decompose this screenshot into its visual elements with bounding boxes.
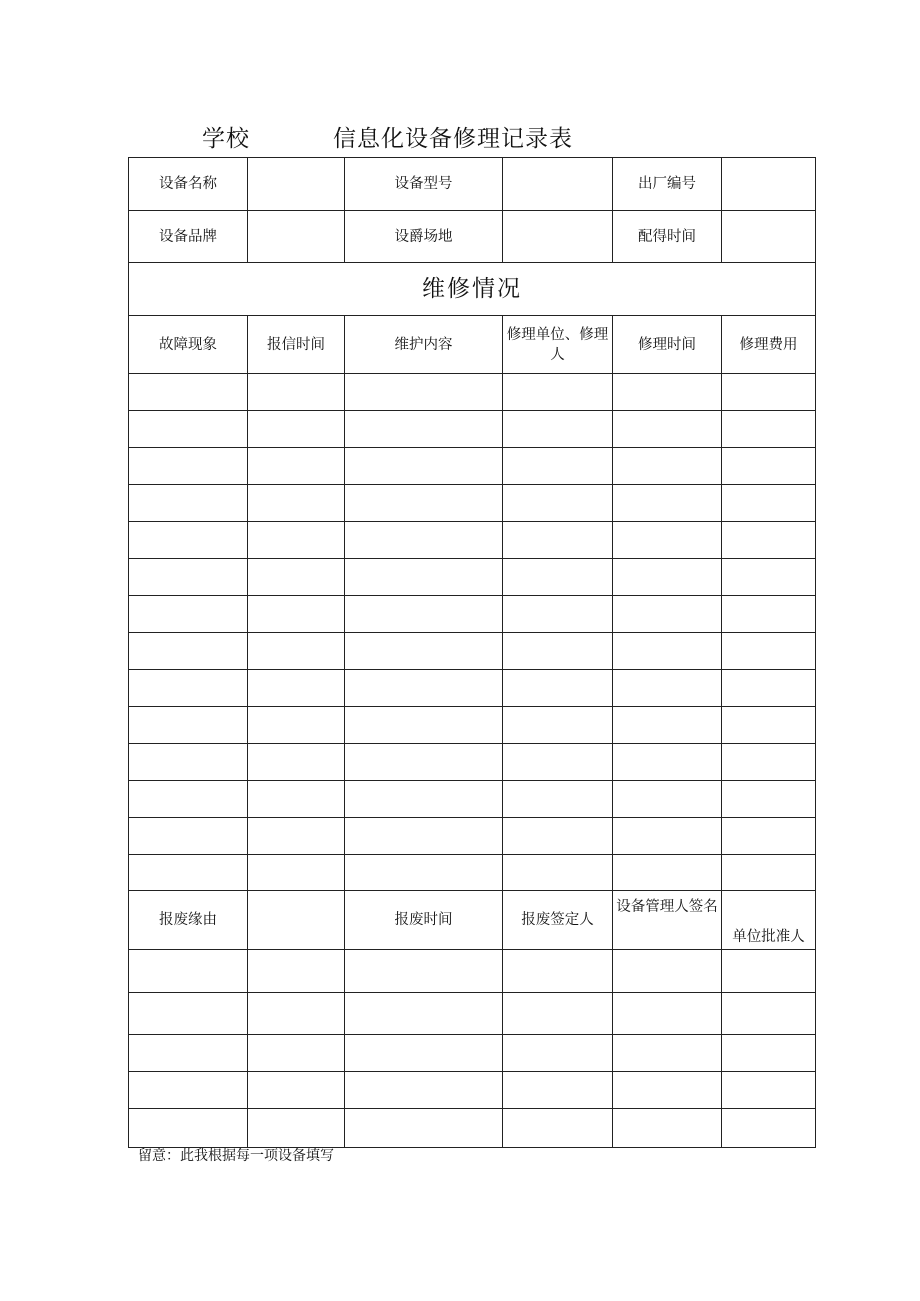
- repair-cell[interactable]: [345, 818, 503, 855]
- repair-row: [129, 374, 816, 411]
- repair-cell[interactable]: [248, 633, 345, 670]
- header-scrap-approver: 报废签定人: [503, 891, 613, 950]
- repair-cell[interactable]: [129, 596, 248, 633]
- scrap-row: [129, 950, 816, 993]
- scrap-cell[interactable]: [248, 1072, 345, 1109]
- repair-cell[interactable]: [129, 374, 248, 411]
- section-heading: 维修情况: [129, 263, 816, 316]
- repair-cell[interactable]: [248, 855, 345, 891]
- repair-row: [129, 855, 816, 891]
- value-device-model[interactable]: [503, 158, 613, 211]
- repair-cell[interactable]: [613, 707, 722, 744]
- header-maintenance-content: 维护内容: [345, 316, 503, 374]
- repair-cell[interactable]: [613, 485, 722, 522]
- repair-cell[interactable]: [722, 670, 816, 707]
- repair-cell[interactable]: [613, 411, 722, 448]
- repair-cell[interactable]: [613, 522, 722, 559]
- repair-rows: [129, 374, 816, 891]
- repair-cell[interactable]: [345, 707, 503, 744]
- scrap-cell[interactable]: [722, 950, 816, 993]
- scrap-cell[interactable]: [129, 1109, 248, 1148]
- scrap-cell[interactable]: [248, 1109, 345, 1148]
- repair-cell[interactable]: [345, 744, 503, 781]
- label-serial-number: 出厂编号: [613, 158, 722, 211]
- repair-header-row: [129, 316, 816, 374]
- repair-cell[interactable]: [129, 707, 248, 744]
- repair-cell[interactable]: [613, 744, 722, 781]
- repair-cell[interactable]: [613, 448, 722, 485]
- repair-cell[interactable]: [345, 633, 503, 670]
- repair-cell[interactable]: [503, 374, 613, 411]
- header-fault: 故障现象: [129, 316, 248, 374]
- repair-row: [129, 707, 816, 744]
- repair-row: [129, 522, 816, 559]
- info-row-2: [129, 211, 816, 263]
- scrap-cell[interactable]: [345, 1035, 503, 1072]
- repair-cell[interactable]: [722, 633, 816, 670]
- repair-cell[interactable]: [345, 522, 503, 559]
- repair-row: [129, 744, 816, 781]
- repair-cell[interactable]: [248, 448, 345, 485]
- footer-note: 留意：此我根据每一项设备填写: [138, 1148, 334, 1164]
- repair-cell[interactable]: [345, 855, 503, 891]
- scrap-row: [129, 1035, 816, 1072]
- scrap-cell[interactable]: [129, 993, 248, 1035]
- repair-cell[interactable]: [129, 670, 248, 707]
- repair-cell[interactable]: [722, 559, 816, 596]
- repair-cell[interactable]: [129, 855, 248, 891]
- repair-cell[interactable]: [503, 670, 613, 707]
- repair-cell[interactable]: [503, 855, 613, 891]
- repair-cell[interactable]: [503, 411, 613, 448]
- value-serial-number[interactable]: [722, 158, 816, 211]
- scrap-cell[interactable]: [345, 1072, 503, 1109]
- repair-cell[interactable]: [503, 781, 613, 818]
- repair-cell[interactable]: [613, 374, 722, 411]
- repair-cell[interactable]: [345, 448, 503, 485]
- header-repair-unit: 修理单位、修理人: [503, 316, 613, 374]
- header-scrap-reason: 报废缘由: [129, 891, 248, 950]
- header-manager-signature: 设备管理人签名: [613, 891, 722, 950]
- repair-cell[interactable]: [129, 633, 248, 670]
- repair-cell[interactable]: [248, 707, 345, 744]
- repair-cell[interactable]: [722, 448, 816, 485]
- repair-row: [129, 781, 816, 818]
- repair-cell[interactable]: [613, 855, 722, 891]
- repair-cell[interactable]: [722, 744, 816, 781]
- label-device-model: 设备型号: [345, 158, 503, 211]
- repair-cell[interactable]: [248, 670, 345, 707]
- scrap-cell[interactable]: [613, 1035, 722, 1072]
- repair-cell[interactable]: [722, 411, 816, 448]
- repair-cell[interactable]: [345, 670, 503, 707]
- repair-record-table: [128, 157, 816, 1148]
- repair-cell[interactable]: [613, 781, 722, 818]
- repair-row: [129, 818, 816, 855]
- repair-cell[interactable]: [248, 522, 345, 559]
- repair-cell[interactable]: [248, 818, 345, 855]
- repair-cell[interactable]: [722, 855, 816, 891]
- repair-cell[interactable]: [613, 596, 722, 633]
- repair-row: [129, 596, 816, 633]
- repair-cell[interactable]: [129, 448, 248, 485]
- scrap-rows: [129, 950, 816, 1148]
- scrap-cell[interactable]: [503, 1035, 613, 1072]
- scrap-cell[interactable]: [129, 1035, 248, 1072]
- title-main: 信息化设备修理记录表: [333, 126, 573, 152]
- repair-cell[interactable]: [248, 596, 345, 633]
- scrap-row: [129, 1109, 816, 1148]
- scrap-header-row: [129, 891, 816, 950]
- scrap-cell[interactable]: [345, 1109, 503, 1148]
- repair-cell[interactable]: [503, 596, 613, 633]
- scrap-cell[interactable]: [503, 1072, 613, 1109]
- repair-cell[interactable]: [722, 818, 816, 855]
- repair-cell[interactable]: [129, 485, 248, 522]
- repair-cell[interactable]: [722, 707, 816, 744]
- repair-cell[interactable]: [503, 448, 613, 485]
- repair-cell[interactable]: [503, 818, 613, 855]
- section-heading-row: [129, 263, 816, 316]
- title-school: 学校: [202, 126, 250, 152]
- repair-cell[interactable]: [503, 522, 613, 559]
- repair-cell[interactable]: [248, 411, 345, 448]
- header-repair-cost: 修理费用: [722, 316, 816, 374]
- value-scrap-reason[interactable]: [248, 891, 345, 950]
- repair-cell[interactable]: [248, 744, 345, 781]
- repair-cell[interactable]: [248, 374, 345, 411]
- repair-row: [129, 670, 816, 707]
- header-scrap-time: 报废时间: [345, 891, 503, 950]
- repair-cell[interactable]: [503, 744, 613, 781]
- repair-cell[interactable]: [722, 596, 816, 633]
- repair-cell[interactable]: [722, 374, 816, 411]
- scrap-cell[interactable]: [722, 993, 816, 1035]
- repair-cell[interactable]: [722, 485, 816, 522]
- repair-cell[interactable]: [129, 411, 248, 448]
- header-repair-time: 修理时间: [613, 316, 722, 374]
- repair-cell[interactable]: [129, 781, 248, 818]
- repair-cell[interactable]: [613, 818, 722, 855]
- scrap-row: [129, 1072, 816, 1109]
- repair-cell[interactable]: [129, 522, 248, 559]
- label-location: 设爵场地: [345, 211, 503, 263]
- repair-cell[interactable]: [722, 522, 816, 559]
- header-unit-approver: 单位批准人: [722, 891, 816, 950]
- repair-cell[interactable]: [722, 781, 816, 818]
- label-device-brand: 设备品牌: [129, 211, 248, 263]
- repair-cell[interactable]: [345, 596, 503, 633]
- scrap-cell[interactable]: [722, 1109, 816, 1148]
- repair-cell[interactable]: [345, 559, 503, 596]
- scrap-cell[interactable]: [129, 950, 248, 993]
- repair-cell[interactable]: [345, 485, 503, 522]
- repair-row: [129, 559, 816, 596]
- scrap-row: [129, 993, 816, 1035]
- page-title: [0, 116, 920, 156]
- repair-cell[interactable]: [613, 559, 722, 596]
- scrap-cell[interactable]: [503, 950, 613, 993]
- value-acquired-time[interactable]: [722, 211, 816, 263]
- label-acquired-time: 配得时间: [613, 211, 722, 263]
- scrap-cell[interactable]: [503, 1109, 613, 1148]
- scrap-cell[interactable]: [248, 1035, 345, 1072]
- repair-cell[interactable]: [248, 485, 345, 522]
- repair-cell[interactable]: [613, 633, 722, 670]
- repair-row: [129, 485, 816, 522]
- scrap-cell[interactable]: [345, 950, 503, 993]
- repair-cell[interactable]: [129, 559, 248, 596]
- repair-row: [129, 411, 816, 448]
- scrap-cell[interactable]: [613, 1109, 722, 1148]
- repair-cell[interactable]: [503, 633, 613, 670]
- header-report-time: 报信时间: [248, 316, 345, 374]
- repair-row: [129, 448, 816, 485]
- repair-cell[interactable]: [345, 781, 503, 818]
- scrap-cell[interactable]: [722, 1072, 816, 1109]
- value-device-brand[interactable]: [248, 211, 345, 263]
- value-device-name[interactable]: [248, 158, 345, 211]
- scrap-cell[interactable]: [722, 1035, 816, 1072]
- value-location[interactable]: [503, 211, 613, 263]
- scrap-cell[interactable]: [613, 1072, 722, 1109]
- repair-cell[interactable]: [248, 559, 345, 596]
- scrap-cell[interactable]: [345, 993, 503, 1035]
- repair-cell[interactable]: [129, 818, 248, 855]
- label-device-name: 设备名称: [129, 158, 248, 211]
- repair-cell[interactable]: [248, 781, 345, 818]
- repair-cell[interactable]: [345, 374, 503, 411]
- scrap-cell[interactable]: [503, 993, 613, 1035]
- repair-row: [129, 633, 816, 670]
- repair-cell[interactable]: [345, 411, 503, 448]
- repair-cell[interactable]: [503, 485, 613, 522]
- repair-cell[interactable]: [129, 744, 248, 781]
- scrap-cell[interactable]: [248, 950, 345, 993]
- repair-cell[interactable]: [503, 559, 613, 596]
- scrap-cell[interactable]: [129, 1072, 248, 1109]
- scrap-cell[interactable]: [613, 950, 722, 993]
- scrap-cell[interactable]: [248, 993, 345, 1035]
- scrap-cell[interactable]: [613, 993, 722, 1035]
- repair-cell[interactable]: [613, 670, 722, 707]
- repair-cell[interactable]: [503, 707, 613, 744]
- info-row-1: [129, 158, 816, 211]
